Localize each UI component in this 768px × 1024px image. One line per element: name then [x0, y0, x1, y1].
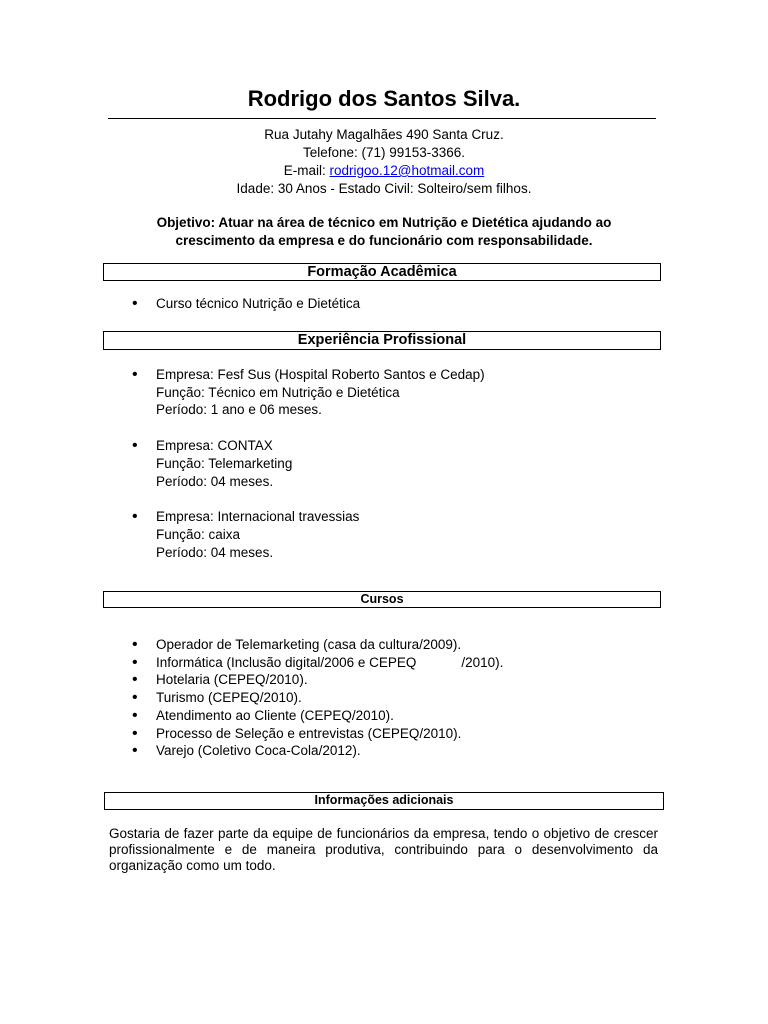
list-item: • Atendimento ao Cliente (CEPEQ/2010).	[156, 707, 503, 725]
address: Rua Jutahy Magalhães 490 Santa Cruz.	[264, 127, 504, 142]
list-item: • Operador de Telemarketing (casa da cultura/2009).	[156, 636, 503, 654]
experience-list	[156, 366, 485, 561]
objective	[120, 214, 648, 250]
job-role: Função: Técnico em Nutrição e Dietética	[156, 384, 400, 400]
job-company: • Empresa: Internacional travessias	[156, 509, 360, 525]
email-link[interactable]: rodrigoo.12@hotmail.com	[329, 163, 485, 178]
section-heading-experience: Experiência Profissional	[103, 331, 661, 350]
job-entry	[156, 508, 485, 561]
list-item: • Varejo (Coletivo Coca-Cola/2012).	[156, 742, 503, 760]
job-period: Período: 04 meses.	[156, 473, 274, 489]
education-list	[156, 295, 360, 313]
list-item: • Informática (Inclusão digital/2006 e CEPEQ /2010).	[156, 654, 503, 672]
job-company: • Empresa: CONTAX	[156, 438, 273, 454]
list-item: • Curso técnico Nutrição e Dietética	[156, 295, 360, 313]
job-period: Período: 1 ano e 06 meses.	[156, 402, 322, 418]
additional-info-text: Gostaria de fazer parte da equipe de funcionários da empresa, tendo o objetivo de crescer profissionalmente e de maneira produtiva, contribuindo para o desenvolvimento da organização como um todo.	[109, 826, 658, 873]
objective-line-1: Objetivo: Atuar na área de técnico em Nutrição e Dietética ajudando ao	[156, 215, 612, 230]
job-company: • Empresa: Fesf Sus (Hospital Roberto Santos e Cedap)	[156, 367, 485, 382]
email-line	[0, 162, 768, 180]
courses-list	[156, 636, 503, 760]
job-period: Período: 04 meses.	[156, 544, 274, 560]
section-heading-courses: Cursos	[103, 591, 661, 608]
phone: Telefone: (71) 99153-3366.	[302, 145, 466, 160]
job-role: Função: Telemarketing	[156, 455, 293, 471]
list-item: • Turismo (CEPEQ/2010).	[156, 689, 503, 707]
objective-line-2: crescimento da empresa e do funcionário com responsabilidade.	[175, 233, 593, 248]
list-item: • Processo de Seleção e entrevistas (CEPEQ/2010).	[156, 725, 503, 743]
personal-info: Idade: 30 Anos - Estado Civil: Solteiro/sem filhos.	[236, 181, 532, 196]
contact-block	[0, 126, 768, 198]
header-divider	[108, 118, 656, 119]
section-heading-education: Formação Acadêmica	[103, 263, 661, 281]
section-heading-additional: Informações adicionais	[104, 792, 664, 810]
job-entry	[156, 366, 485, 419]
email-label: E-mail:	[283, 163, 330, 178]
job-role: Função: caixa	[156, 526, 241, 542]
list-item: • Hotelaria (CEPEQ/2010).	[156, 671, 503, 689]
job-entry	[156, 437, 485, 490]
candidate-name: Rodrigo dos Santos Silva.	[247, 86, 521, 111]
